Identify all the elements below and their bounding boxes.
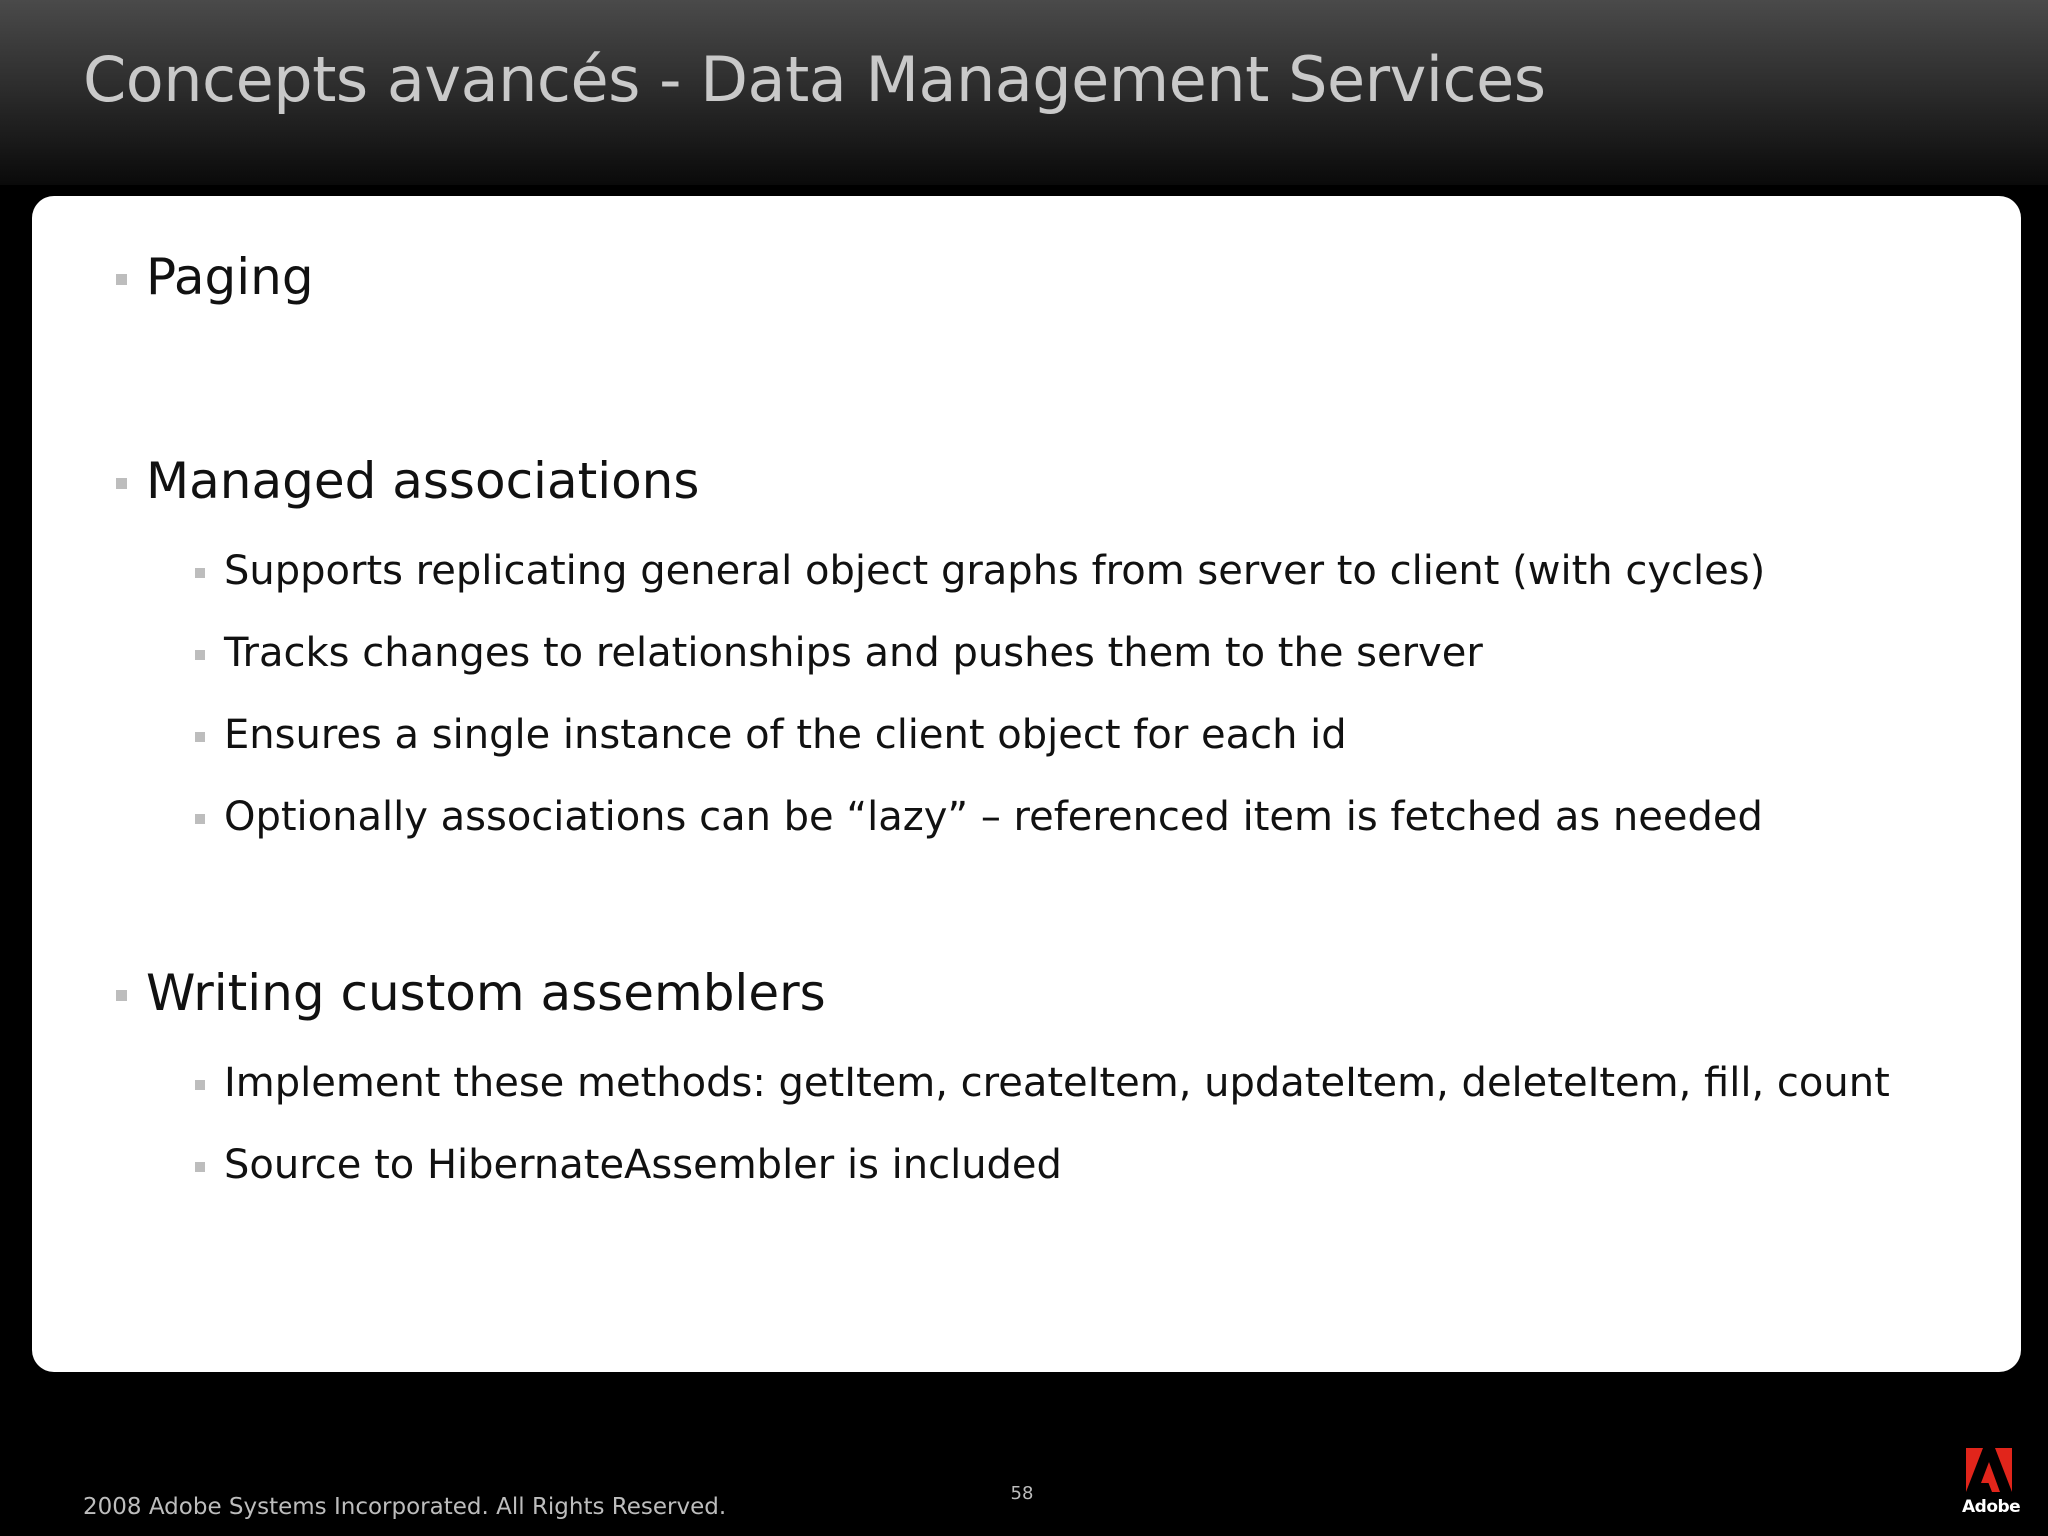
sub-bullet [224,1140,1062,1190]
bullet-paging [146,247,314,307]
bullet-text: Optionally associations can be “lazy” – referenced item is fetched as needed [224,794,1763,840]
square-bullet-icon [195,568,205,578]
square-bullet-icon [195,732,205,742]
sub-bullet [224,710,1347,760]
adobe-a-logo-icon [1966,1448,2012,1492]
bullet-text: Writing custom assemblers [146,964,826,1022]
bullet-text: Supports replicating general object graphs from server to client (with cycles) [224,548,1766,594]
bullet-text: Ensures a single instance of the client object for each id [224,712,1347,758]
bullet-text: Paging [146,248,314,306]
adobe-logo-text: Adobe [1962,1497,2021,1517]
sub-bullet [224,1058,1890,1108]
bullet-text: Implement these methods: getItem, createItem, updateItem, deleteItem, fill, count [224,1060,1890,1106]
square-bullet-icon [195,814,205,824]
bullet-writing-custom-assemblers [146,963,826,1023]
sub-bullet [224,546,1765,596]
sub-bullet [224,792,1763,842]
square-bullet-icon [195,1162,205,1172]
adobe-logo [1962,1448,2021,1530]
content-panel [32,196,2021,1372]
square-bullet-icon [116,990,127,1001]
square-bullet-icon [195,1080,205,1090]
slide-title: Concepts avancés - Data Management Services [83,43,1546,116]
bullet-managed-associations [146,451,699,511]
bullet-text: Source to HibernateAssembler is included [224,1142,1062,1188]
bullet-text: Managed associations [146,452,700,510]
page-number: 58 [1010,1483,1034,1504]
square-bullet-icon [116,478,127,489]
square-bullet-icon [195,650,205,660]
bullet-text: Tracks changes to relationships and pushes them to the server [224,630,1483,676]
title-band [0,0,2048,185]
footer-copyright: 2008 Adobe Systems Incorporated. All Rights Reserved. [83,1494,727,1520]
square-bullet-icon [116,274,127,285]
sub-bullet [224,628,1483,678]
